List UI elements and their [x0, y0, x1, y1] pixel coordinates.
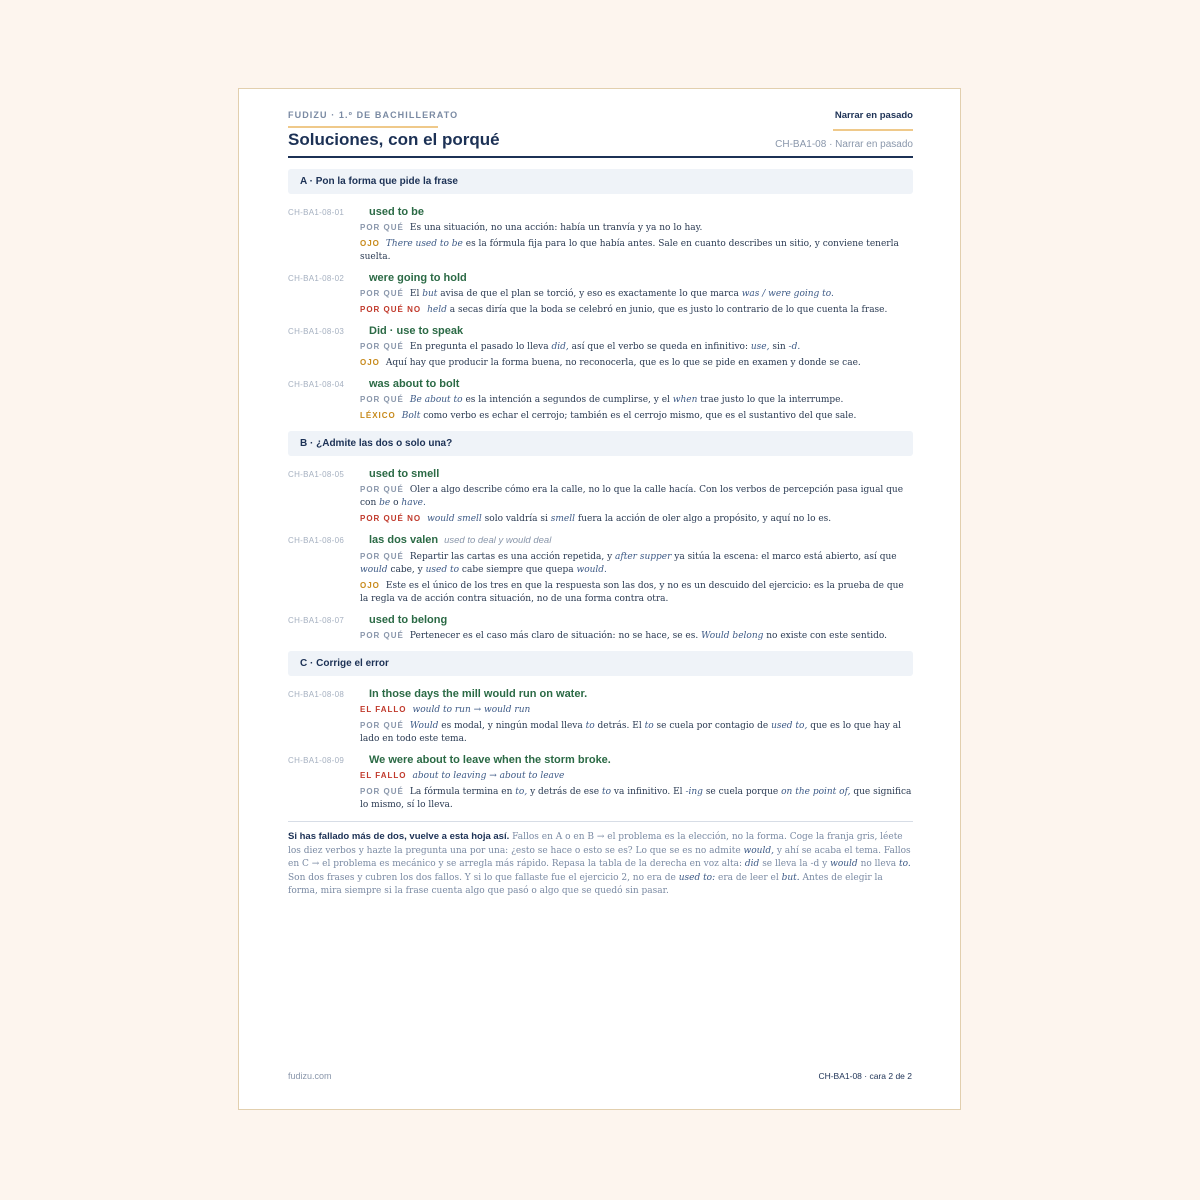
ojo-line: OJO Aquí hay que producir la forma buena, no reconocerla, que es lo que se pide en examen y donde se cae.: [360, 358, 861, 368]
why-tag: POR QUÉ: [360, 395, 404, 404]
why-tag: POR QUÉ: [360, 721, 404, 730]
why-tag: POR QUÉ: [360, 552, 404, 561]
title-rule: [288, 156, 913, 158]
section-c-header: C · Corrige el error: [288, 651, 913, 676]
item-answer: Did · use to speak: [369, 325, 464, 337]
item-answer: used to smell: [369, 468, 440, 480]
item-answer: In those days the mill would run on water.: [369, 688, 588, 700]
item-id: CH-BA1-08-01: [288, 208, 345, 217]
why-line: POR QUÉ Be about to es la intención a segundos de cumplirse, y el when trae justo lo que la interrumpe.: [360, 395, 844, 405]
ojo-line: OJO Este es el único de los tres en que la respuesta son las dos, y no es un descuido del ejercicio: es la prueba de que la regla va de acción contra situación, no de una forma contra otra.: [360, 581, 904, 604]
answer-item-06: [288, 533, 913, 606]
why-tag: POR QUÉ: [360, 342, 404, 351]
footer-site: fudizu.com: [288, 1071, 332, 1081]
why-line: POR QUÉ Oler a algo describe cómo era la calle, no lo que la calle hacía. Con los verbos de percepción pasa igual que con be o have.: [360, 485, 904, 508]
answer-item-08: [288, 687, 913, 746]
answer-item-09: [288, 753, 913, 812]
why-not-tag: POR QUÉ NO: [360, 305, 422, 314]
fallo-tag: EL FALLO: [360, 705, 407, 714]
item-id: CH-BA1-08-08: [288, 690, 345, 699]
footer-page-number: CH-BA1-08 · cara 2 de 2: [818, 1071, 912, 1081]
item-id: CH-BA1-08-07: [288, 616, 345, 625]
why-tag: POR QUÉ: [360, 787, 404, 796]
page-content: [288, 110, 913, 899]
page-title: Soluciones, con el porqué: [288, 130, 500, 149]
item-answer: las dos valen used to deal y would deal: [369, 534, 552, 546]
answer-item-03: [288, 324, 913, 370]
item-answer: was about to bolt: [369, 378, 460, 390]
section-a-header: A · Pon la forma que pide la frase: [288, 169, 913, 194]
why-line: POR QUÉ Repartir las cartas es una acción repetida, y after supper ya sitúa la escena: el marco está abierto, así que would cabe, y used to cabe siempre que quepa would.: [360, 552, 897, 575]
fallo-line: EL FALLO would to run → would run: [360, 705, 531, 715]
item-answer: were going to hold: [369, 272, 467, 284]
summary-lead: Si has fallado más de dos, vuelve a esta hoja así.: [288, 831, 510, 842]
item-id: CH-BA1-08-03: [288, 327, 345, 336]
lexico-tag: LÉXICO: [360, 411, 396, 420]
answer-item-05: [288, 467, 913, 526]
summary-rule: [288, 821, 913, 822]
answer-item-02: [288, 271, 913, 317]
item-id: CH-BA1-08-02: [288, 274, 345, 283]
why-line: POR QUÉ Pertenecer es el caso más claro de situación: no se hace, se es. Would belong no existe con este sentido.: [360, 631, 888, 641]
why-line: POR QUÉ En pregunta el pasado lo lleva did, así que el verbo se queda en infinitivo: use, sin -d.: [360, 342, 801, 352]
why-line: POR QUÉ Would es modal, y ningún modal lleva to detrás. El to se cuela por contagio de used to, que es lo que hay al lado en todo este tema.: [360, 721, 902, 744]
item-answer: used to belong: [369, 614, 448, 626]
why-not-tag: POR QUÉ NO: [360, 514, 422, 523]
why-tag: POR QUÉ: [360, 289, 404, 298]
why-not-line: POR QUÉ NO held a secas diría que la boda se celebró en junio, que es justo lo contrario de lo que cuenta la frase.: [360, 305, 888, 315]
why-line: POR QUÉ El but avisa de que el plan se torció, y eso es exactamente lo que marca was / were going to.: [360, 289, 834, 299]
why-line: POR QUÉ La fórmula termina en to, y detrás de ese to va infinitivo. El -ing se cuela porque on the point of, que significa lo mismo, sí lo lleva.: [360, 787, 912, 810]
answer-item-04: [288, 377, 913, 423]
why-not-line: POR QUÉ NO would smell solo valdría si smell fuera la acción de oler algo a propósito, y aquí no lo es.: [360, 514, 832, 524]
ojo-tag: OJO: [360, 581, 380, 590]
topic-label: Narrar en pasado: [834, 110, 913, 121]
worksheet-page: [238, 88, 961, 1110]
item-id: CH-BA1-08-04: [288, 380, 345, 389]
brand-underline: [288, 126, 438, 128]
header: [288, 110, 913, 158]
answer-item-07: [288, 613, 913, 643]
ojo-tag: OJO: [360, 358, 380, 367]
why-tag: POR QUÉ: [360, 485, 404, 494]
item-id: CH-BA1-08-05: [288, 470, 345, 479]
item-answer: We were about to leave when the storm broke.: [369, 754, 611, 766]
item-answer: used to be: [369, 206, 425, 218]
item-id: CH-BA1-08-06: [288, 536, 345, 545]
why-tag: POR QUÉ: [360, 631, 404, 640]
answer-item-01: [288, 205, 913, 264]
item-id: CH-BA1-08-09: [288, 756, 345, 765]
summary-paragraph: Si has fallado más de dos, vuelve a esta hoja así. Fallos en A o en B → el problema es la elección, no la forma. Coge la franja gris, léete los diez verbos y hazte la pregunta una por una: ¿esto se hace o esto se es? Lo que se es no admite would, y ahí se acaba el tema. Fallos en C → el problema es mecánico y se arregla más rápido. Repasa la tabla de la derecha en voz alta: did se lleva la -d y would no lleva to. Son dos frases y cubren los dos fallos. Y si lo que fallaste fue el ejercicio 2, no era de used to: era de leer el but. Antes de elegir la forma, mira siempre si la frase cuenta algo que pasó o algo que se quedó sin pasar.: [288, 831, 911, 896]
ojo-line: OJO There used to be es la fórmula fija para lo que había antes. Sale en cuanto describes un sitio, y conviene tenerla suelta.: [360, 239, 899, 262]
fallo-line: EL FALLO about to leaving → about to leave: [360, 771, 565, 781]
section-b-header: B · ¿Admite las dos o solo una?: [288, 431, 913, 456]
brand-label: FUDIZU · 1.º DE BACHILLERATO: [288, 110, 459, 120]
lexico-line: LÉXICO Bolt como verbo es echar el cerrojo; también es el cerrojo mismo, que es el sustantivo del que sale.: [360, 411, 857, 421]
page-subtitle: CH-BA1-08 · Narrar en pasado: [775, 139, 913, 150]
answer-note: used to deal y would deal: [444, 535, 552, 546]
ojo-tag: OJO: [360, 239, 380, 248]
topic-underline: [833, 129, 913, 131]
why-tag: POR QUÉ: [360, 223, 404, 232]
fallo-tag: EL FALLO: [360, 771, 407, 780]
why-line: POR QUÉ Es una situación, no una acción: había un tranvía y ya no lo hay.: [360, 223, 703, 233]
